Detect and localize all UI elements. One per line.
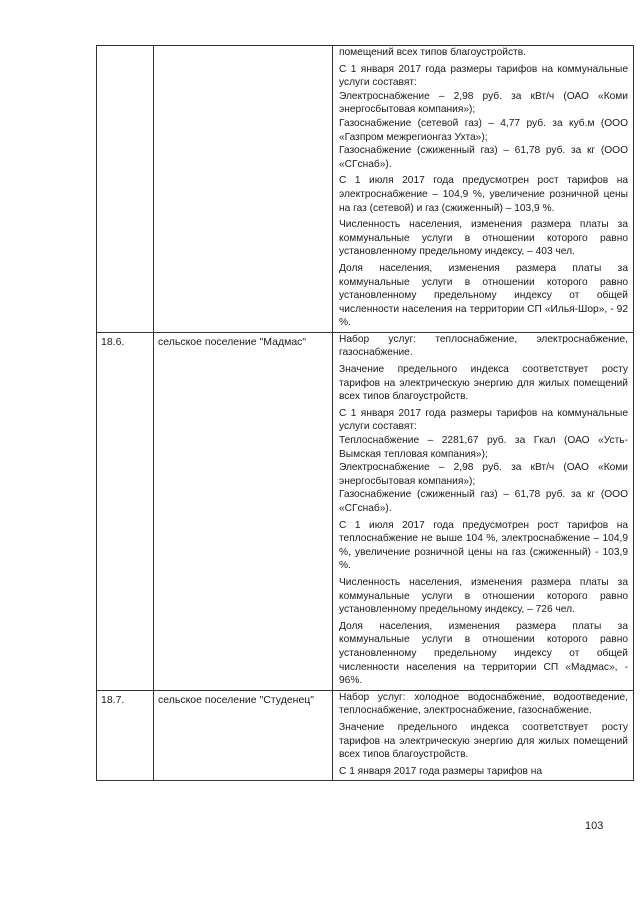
settlement-name: сельское поселение "Студенец" (154, 690, 333, 781)
tariff-table (96, 45, 634, 781)
settlement-name: сельское поселение "Мадмас" (154, 332, 333, 690)
tariff-description (333, 332, 634, 690)
description-paragraph: Численность населения, изменения размера платы за коммунальные услуги в отношении которого равно установленному предельному индексу, – 726 чел. (339, 576, 628, 616)
description-paragraph: С 1 января 2017 года размеры тарифов на (339, 765, 543, 777)
description-paragraph: Значение предельного индекса соответствует росту тарифов на электрическую энергию для жилых помещений всех типов благоустройств. (339, 721, 628, 761)
tariff-description (333, 690, 634, 781)
description-paragraph: Численность населения, изменения размера платы за коммунальные услуги в отношении которого равно установленному предельному индексу, – 403 чел. (339, 219, 628, 258)
tariff-description (333, 46, 634, 333)
description-paragraph: С 1 июля 2017 года предусмотрен рост тарифов на электроснабжение – 104,9 %, увеличение розничной цены на газ (сетевой) и газ (сжиженный) – 103,9 %. (339, 175, 628, 214)
description-paragraph: Значение предельного индекса соответствует росту тарифов на электрическую энергию для жилых помещений всех типов благоустройств. (339, 364, 628, 403)
description-paragraph: С 1 января 2017 года размеры тарифов на коммунальные услуги составят: Теплоснабжение – 2281,67 руб. за Гкал (ОАО «Усть-Вымская тепловая компания»); Электроснабжение – 2,98 руб. за кВт/ч (ОАО «Коми энергосбытовая компания»); Газоснабжение (сжиженный газ) – 61,78 руб. за кг (ООО «СГснаб»). (339, 407, 628, 514)
description-paragraph: Набор услуг: теплоснабжение, электроснабжение, газоснабжение. (339, 333, 628, 359)
description-paragraph: Доля населения, изменения размера платы за коммунальные услуги в отношении которого равно установленному предельному индексу от общей численности населения на территории СП «Мадмас», - 96%. (339, 620, 628, 687)
row-number (97, 46, 154, 333)
description-paragraph: Набор услуг: холодное водоснабжение, водоотведение, теплоснабжение, электроснабжение, газоснабжение. (339, 691, 628, 717)
settlement-name (154, 46, 333, 333)
description-paragraph: Доля населения, изменения размера платы за коммунальные услуги в отношении которого равно установленному предельному индексу от общей численности населения на территории СП «Илья-Шор», - 92 %. (339, 262, 628, 329)
table-row (97, 690, 634, 781)
row-number: 18.7. (97, 690, 154, 781)
description-paragraph: С 1 января 2017 года размеры тарифов на коммунальные услуги составят: Электроснабжение – 2,98 руб. за кВт/ч (ОАО «Коми энергосбытовая компания»); Газоснабжение (сетевой газ) – 4,77 руб. за куб.м (ООО «Газпром межрегионгаз Ухта»); Газоснабжение (сжиженный газ) – 61,78 руб. за кг (ООО «СГснаб»). (339, 63, 628, 170)
row-number: 18.6. (97, 332, 154, 690)
page-number: 103 (585, 820, 604, 832)
table-row (97, 46, 634, 333)
table-row (97, 332, 634, 690)
description-paragraph: С 1 июля 2017 года предусмотрен рост тарифов на теплоснабжение не выше 104 %, электроснабжение – 104,9 %, увеличение розничной цены на газ (сжиженный) - 103,9 %. (339, 519, 628, 572)
description-paragraph: помещений всех типов благоустройств. (339, 47, 526, 58)
